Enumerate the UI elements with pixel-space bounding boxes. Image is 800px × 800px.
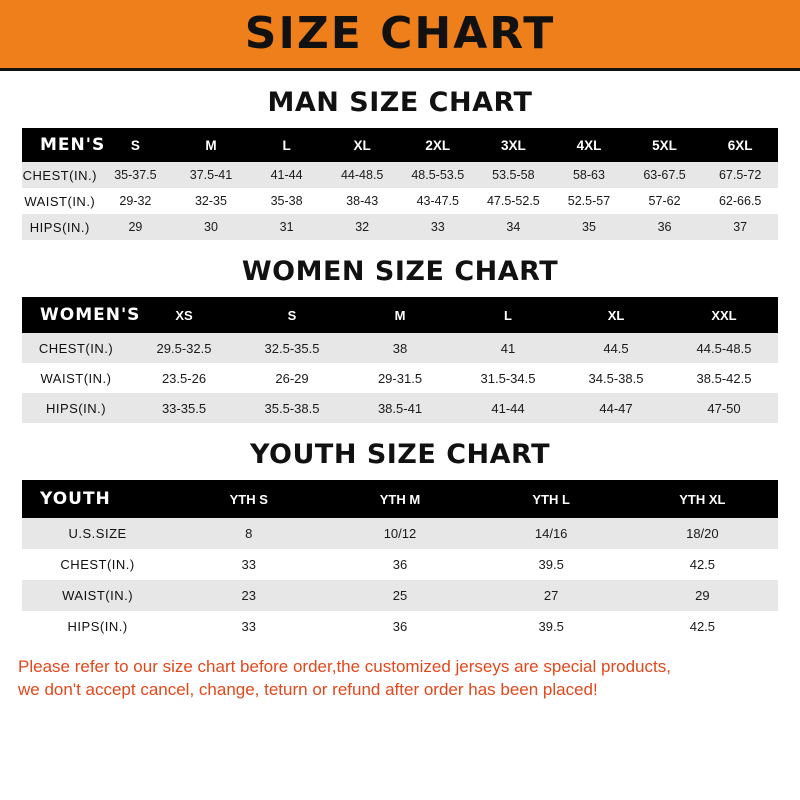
men-header-cell-2: M	[173, 128, 249, 162]
men-row-0-cell-7: 63-67.5	[627, 162, 703, 188]
youth-row-2-cell-1: 25	[324, 580, 475, 611]
women-row-0-cell-2: 38	[346, 333, 454, 363]
footer-disclaimer	[0, 656, 800, 702]
women-row-2-cell-4: 44-47	[562, 393, 670, 423]
table-row	[22, 333, 778, 363]
men-row-1-cell-6: 52.5-57	[551, 188, 627, 214]
youth-row-3-cell-3: 42.5	[627, 611, 778, 642]
youth-size-table	[22, 480, 778, 642]
men-row-0-cell-0: 35-37.5	[98, 162, 174, 188]
men-row-0-cell-8: 67.5-72	[702, 162, 778, 188]
men-table-head	[22, 128, 778, 162]
youth-size-section	[0, 439, 800, 642]
men-header-cell-9: 6XL	[702, 128, 778, 162]
men-row-0-cell-2: 41-44	[249, 162, 325, 188]
men-row-0-cell-5: 53.5-58	[476, 162, 552, 188]
men-row-2-cell-6: 35	[551, 214, 627, 240]
page-title: SIZE CHART	[244, 8, 556, 59]
women-section-title: WOMEN SIZE CHART	[241, 256, 559, 287]
men-row-2-label: HIPS(IN.)	[22, 214, 98, 240]
men-row-2-cell-4: 33	[400, 214, 476, 240]
women-header-cell-2: S	[238, 297, 346, 333]
women-header-cell-1: XS	[130, 297, 238, 333]
header-banner	[0, 0, 800, 71]
men-header-cell-7: 4XL	[551, 128, 627, 162]
men-row-1-cell-5: 47.5-52.5	[476, 188, 552, 214]
women-row-1-cell-1: 26-29	[238, 363, 346, 393]
youth-row-0-cell-3: 18/20	[627, 518, 778, 549]
men-row-2-cell-5: 34	[476, 214, 552, 240]
men-header-cell-6: 3XL	[476, 128, 552, 162]
men-row-0-cell-6: 58-63	[551, 162, 627, 188]
women-row-1-label: WAIST(IN.)	[22, 363, 130, 393]
men-section-title: MAN SIZE CHART	[267, 87, 533, 118]
youth-header-cell-2: YTH M	[324, 480, 475, 518]
youth-table-head	[22, 480, 778, 518]
men-row-0-cell-4: 48.5-53.5	[400, 162, 476, 188]
youth-row-2-cell-0: 23	[173, 580, 324, 611]
table-row	[22, 580, 778, 611]
women-row-2-label: HIPS(IN.)	[22, 393, 130, 423]
youth-section-title: YOUTH SIZE CHART	[249, 439, 551, 470]
women-row-0-cell-5: 44.5-48.5	[670, 333, 778, 363]
youth-row-3-cell-2: 39.5	[476, 611, 627, 642]
youth-row-2-cell-3: 29	[627, 580, 778, 611]
youth-table-body	[22, 518, 778, 642]
women-size-section	[0, 256, 800, 423]
women-header-cell-6: XXL	[670, 297, 778, 333]
men-row-2-cell-1: 30	[173, 214, 249, 240]
women-table-body	[22, 333, 778, 423]
women-table-head	[22, 297, 778, 333]
women-row-1-cell-2: 29-31.5	[346, 363, 454, 393]
table-row	[22, 393, 778, 423]
youth-row-0-cell-0: 8	[173, 518, 324, 549]
men-row-1-cell-4: 43-47.5	[400, 188, 476, 214]
women-row-0-cell-1: 32.5-35.5	[238, 333, 346, 363]
table-row	[22, 188, 778, 214]
youth-header-cell-4: YTH XL	[627, 480, 778, 518]
men-row-0-cell-1: 37.5-41	[173, 162, 249, 188]
table-row	[22, 363, 778, 393]
youth-row-1-cell-1: 36	[324, 549, 475, 580]
men-row-2-cell-7: 36	[627, 214, 703, 240]
women-header-cell-0: WOMEN'S	[22, 297, 130, 333]
men-row-2-cell-8: 37	[702, 214, 778, 240]
youth-row-0-cell-1: 10/12	[324, 518, 475, 549]
youth-header-cell-3: YTH L	[476, 480, 627, 518]
women-row-1-cell-5: 38.5-42.5	[670, 363, 778, 393]
women-header-row	[22, 297, 778, 333]
men-header-row	[22, 128, 778, 162]
men-header-cell-5: 2XL	[400, 128, 476, 162]
men-row-1-label: WAIST(IN.)	[22, 188, 98, 214]
table-row	[22, 214, 778, 240]
youth-row-1-cell-3: 42.5	[627, 549, 778, 580]
youth-row-1-cell-0: 33	[173, 549, 324, 580]
men-row-1-cell-7: 57-62	[627, 188, 703, 214]
men-size-section	[0, 87, 800, 240]
youth-row-0-label: U.S.SIZE	[22, 518, 173, 549]
women-row-2-cell-1: 35.5-38.5	[238, 393, 346, 423]
table-row	[22, 549, 778, 580]
men-row-2-cell-3: 32	[324, 214, 400, 240]
women-row-0-cell-0: 29.5-32.5	[130, 333, 238, 363]
youth-row-1-cell-2: 39.5	[476, 549, 627, 580]
men-header-cell-3: L	[249, 128, 325, 162]
men-row-1-cell-2: 35-38	[249, 188, 325, 214]
women-row-1-cell-4: 34.5-38.5	[562, 363, 670, 393]
women-row-2-cell-2: 38.5-41	[346, 393, 454, 423]
men-row-1-cell-1: 32-35	[173, 188, 249, 214]
women-row-0-label: CHEST(IN.)	[22, 333, 130, 363]
table-row	[22, 611, 778, 642]
women-row-1-cell-3: 31.5-34.5	[454, 363, 562, 393]
youth-header-cell-1: YTH S	[173, 480, 324, 518]
women-header-cell-4: L	[454, 297, 562, 333]
youth-row-2-cell-2: 27	[476, 580, 627, 611]
youth-row-3-cell-0: 33	[173, 611, 324, 642]
men-header-cell-0: MEN'S	[22, 128, 98, 162]
women-row-0-cell-3: 41	[454, 333, 562, 363]
men-table-body	[22, 162, 778, 240]
women-row-2-cell-5: 47-50	[670, 393, 778, 423]
youth-row-0-cell-2: 14/16	[476, 518, 627, 549]
men-header-cell-1: S	[98, 128, 174, 162]
men-row-2-cell-0: 29	[98, 214, 174, 240]
footer-line-1: Please refer to our size chart before order,the customized jerseys are special products,	[18, 657, 671, 676]
men-row-1-cell-3: 38-43	[324, 188, 400, 214]
women-header-cell-3: M	[346, 297, 454, 333]
youth-row-2-label: WAIST(IN.)	[22, 580, 173, 611]
women-row-2-cell-3: 41-44	[454, 393, 562, 423]
women-row-1-cell-0: 23.5-26	[130, 363, 238, 393]
youth-row-3-cell-1: 36	[324, 611, 475, 642]
men-header-cell-8: 5XL	[627, 128, 703, 162]
men-header-cell-4: XL	[324, 128, 400, 162]
men-row-1-cell-0: 29-32	[98, 188, 174, 214]
women-size-table	[22, 297, 778, 423]
footer-line-2: we don't accept cancel, change, teturn or refund after order has been placed!	[18, 679, 598, 699]
youth-header-cell-0: YOUTH	[22, 480, 173, 518]
women-row-2-cell-0: 33-35.5	[130, 393, 238, 423]
men-row-1-cell-8: 62-66.5	[702, 188, 778, 214]
men-row-0-label: CHEST(IN.)	[22, 162, 98, 188]
women-header-cell-5: XL	[562, 297, 670, 333]
men-row-2-cell-2: 31	[249, 214, 325, 240]
men-size-table	[22, 128, 778, 240]
youth-row-3-label: HIPS(IN.)	[22, 611, 173, 642]
men-row-0-cell-3: 44-48.5	[324, 162, 400, 188]
youth-row-1-label: CHEST(IN.)	[22, 549, 173, 580]
table-row	[22, 162, 778, 188]
youth-header-row	[22, 480, 778, 518]
table-row	[22, 518, 778, 549]
women-row-0-cell-4: 44.5	[562, 333, 670, 363]
